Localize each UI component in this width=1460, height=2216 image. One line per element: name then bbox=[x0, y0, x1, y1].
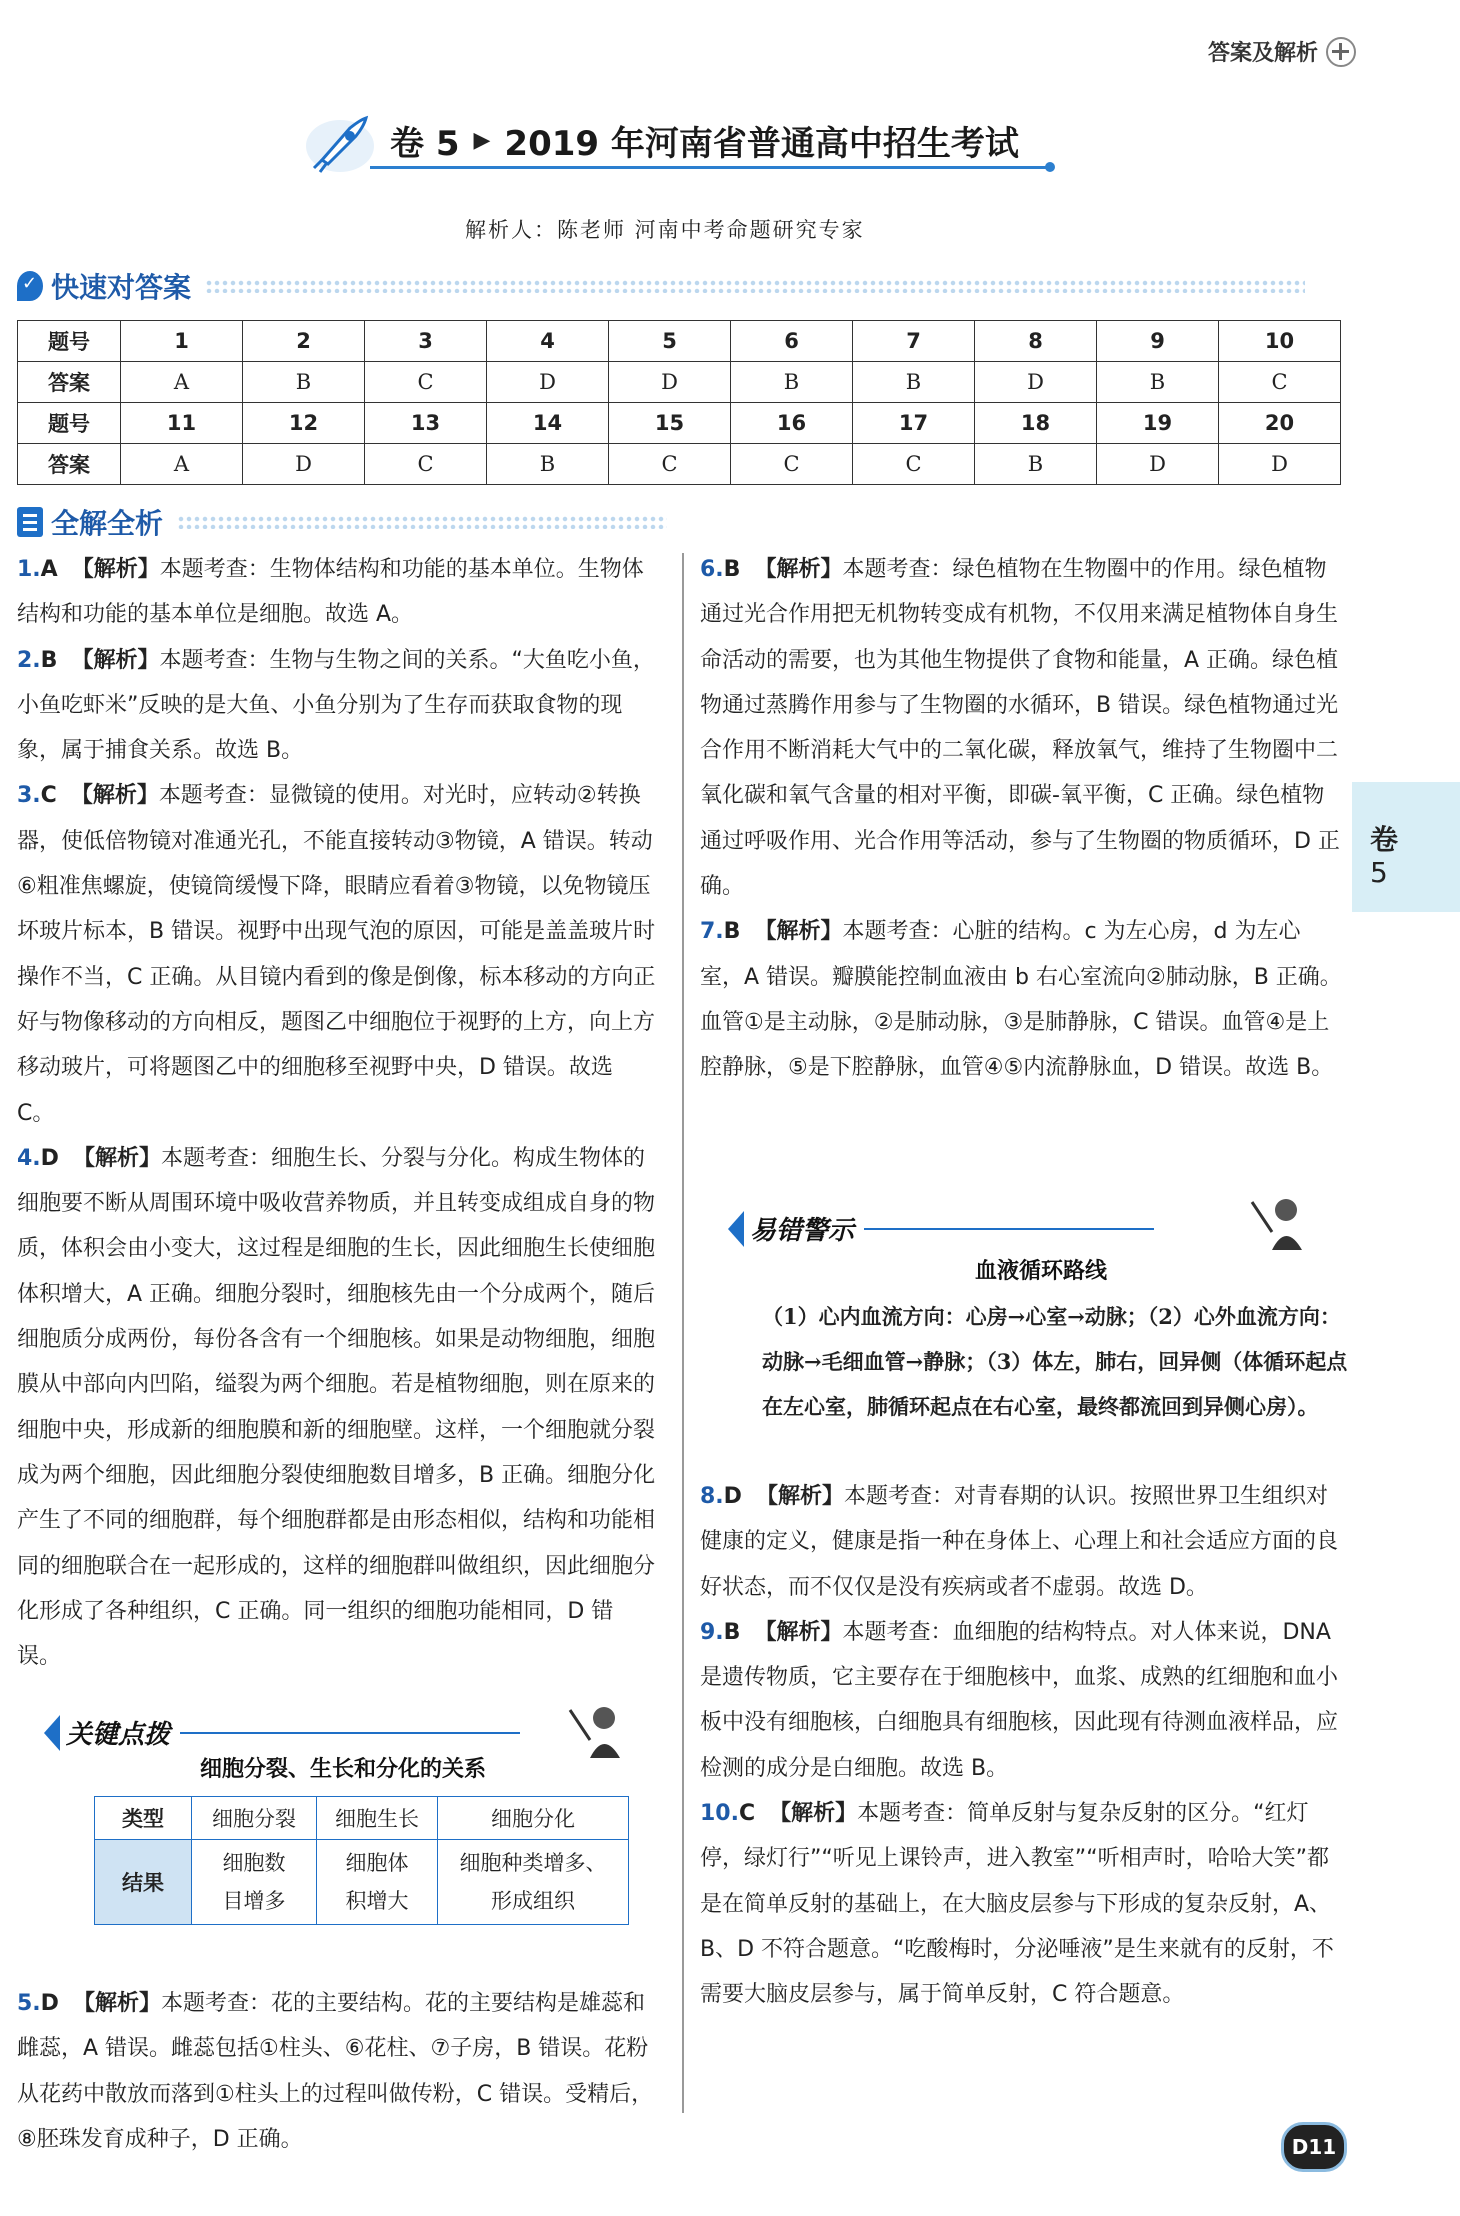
table-cell: 4 bbox=[487, 321, 609, 362]
table-cell: B bbox=[975, 444, 1097, 485]
answer-item bbox=[17, 1136, 657, 1680]
table-header: 细胞分裂 bbox=[192, 1797, 317, 1840]
side-tab-number: 5 bbox=[1370, 856, 1388, 889]
question-number: 2. bbox=[17, 647, 41, 673]
table-cell: 2 bbox=[243, 321, 365, 362]
table-cell: A bbox=[121, 362, 243, 403]
table-cell bbox=[438, 1840, 629, 1925]
section-full-analysis bbox=[17, 502, 667, 542]
table-cell: 3 bbox=[365, 321, 487, 362]
left-column-bottom bbox=[17, 1981, 657, 2162]
table-cell: 14 bbox=[487, 403, 609, 444]
callout-title: 易错警示 bbox=[750, 1216, 855, 1246]
question-number: 9. bbox=[700, 1619, 724, 1645]
cell-line: 形成组织 bbox=[491, 1889, 575, 1913]
answer-letter: A bbox=[40, 557, 58, 582]
table-cell: A bbox=[121, 444, 243, 485]
table-cell: 10 bbox=[1219, 321, 1341, 362]
answer-letter: B bbox=[40, 647, 58, 673]
analysis-text: 本题考查：简单反射与复杂反射的区分。“红灯停，绿灯行”“听见上课铃声，进入教室”“听相声时，哈哈大笑”都是在简单反射的基础上，在大脑皮层参与下形成的复杂反射，A、B、D 不符合题意。“吃酸梅时，分泌唾液”是生来就有的反射，不需要大脑皮层参与，属于简单反射，C 符合题意。 bbox=[700, 1801, 1334, 2008]
analysis-text: 本题考查：细胞生长、分裂与分化。构成生物体的细胞要不断从周围环境中吸收营养物质，并且转变成组成自身的物质，体积会由小变大，这过程是细胞的生长，因此细胞生长使细胞体积增大，A 正确。细胞分裂时，细胞核先由一个分成两个，随后细胞质分成两份，每份各含有一个细胞核。如果是动物细胞，细胞膜从中部向内凹陷，缢裂为两个细胞。若是植物细胞，则在原来的细胞中央，形成新的细胞膜和新的细胞壁。这样，一个细胞就分裂成为两个细胞，因此细胞分裂使细胞数目增多，B 正确。细胞分化产生了不同的细胞群，每个细胞群都是由形态相似，结构和功能相同的细胞联合在一起形成的，这样的细胞群叫做组织，因此细胞分化形成了各种组织，C 正确。同一组织的细胞功能相同，D 错误。 bbox=[17, 1145, 656, 1670]
column-divider bbox=[682, 553, 684, 2113]
analyst-line: 解析人：陈老师 河南中考命题研究专家 bbox=[465, 218, 865, 242]
answer-item bbox=[17, 773, 657, 1135]
answer-letter: D bbox=[40, 1991, 59, 2016]
callout-key-points bbox=[44, 1714, 520, 1751]
row-header: 题号 bbox=[18, 321, 121, 362]
table-cell: 6 bbox=[731, 321, 853, 362]
table-cell: 18 bbox=[975, 403, 1097, 444]
table-row bbox=[95, 1797, 629, 1840]
table-cell: B bbox=[853, 362, 975, 403]
answer-item bbox=[700, 1610, 1342, 1791]
table-cell: 16 bbox=[731, 403, 853, 444]
analysis-text: 本题考查：对青春期的认识。按照世界卫生组织对健康的定义，健康是指一种在身体上、心理上和社会适应方面的良好状态，而不仅仅是没有疾病或者不虚弱。故选 D。 bbox=[700, 1484, 1339, 1600]
side-tab-label: 卷 bbox=[1370, 823, 1399, 856]
teacher-figure-icon bbox=[1250, 1192, 1306, 1254]
exam-name: 2019 年河南省普通高中招生考试 bbox=[504, 124, 1019, 164]
table-cell: 17 bbox=[853, 403, 975, 444]
answer-item bbox=[700, 547, 1342, 909]
table-cell: D bbox=[609, 362, 731, 403]
section-title: 快速对答案 bbox=[51, 271, 192, 304]
answer-item bbox=[700, 909, 1342, 1090]
callout-title: 关键点拨 bbox=[66, 1720, 171, 1750]
table-cell: 11 bbox=[121, 403, 243, 444]
table-cell: C bbox=[853, 444, 975, 485]
table-cell: D bbox=[975, 362, 1097, 403]
callout-arrow-icon bbox=[44, 1715, 60, 1751]
question-number: 10. bbox=[700, 1801, 739, 1827]
table-cell: D bbox=[1097, 444, 1219, 485]
plus-circle-icon bbox=[1326, 37, 1356, 67]
header-label bbox=[1208, 36, 1356, 67]
right-column bbox=[700, 547, 1342, 1091]
table-cell: 19 bbox=[1097, 403, 1219, 444]
analysis-tag: 【解析】 bbox=[72, 1991, 161, 2016]
book-icon bbox=[17, 507, 43, 537]
answer-item bbox=[700, 1474, 1342, 1610]
table-cell bbox=[192, 1840, 317, 1925]
answer-item bbox=[17, 1981, 657, 2162]
table-cell: D bbox=[243, 444, 365, 485]
header-text: 答案及解析 bbox=[1207, 41, 1318, 66]
callout-rule bbox=[864, 1228, 1154, 1230]
analysis-tag: 【解析】 bbox=[70, 783, 159, 809]
analysis-tag: 【解析】 bbox=[71, 647, 160, 673]
table-cell: 9 bbox=[1097, 321, 1219, 362]
table-cell: 5 bbox=[609, 321, 731, 362]
section-title: 全解全析 bbox=[51, 507, 164, 540]
answer-letter: C bbox=[40, 783, 57, 809]
table-row bbox=[95, 1840, 629, 1925]
answer-item bbox=[17, 547, 657, 638]
dotted-rule bbox=[177, 515, 667, 529]
table-cell: D bbox=[1219, 444, 1341, 485]
answer-letter: D bbox=[723, 1484, 742, 1509]
analysis-tag: 【解析】 bbox=[754, 1619, 843, 1645]
table-cell: C bbox=[731, 444, 853, 485]
analysis-tag: 【解析】 bbox=[755, 1484, 844, 1509]
callout-subtitle: 细胞分裂、生长和分化的关系 bbox=[200, 1757, 487, 1782]
table-cell: 1 bbox=[121, 321, 243, 362]
analysis-text: 本题考查：花的主要结构。花的主要结构是雄蕊和雌蕊，A 错误。雌蕊包括①柱头、⑥花柱、⑦子房，B 错误。花粉从花药中散放而落到①柱头上的过程叫做传粉，C 错误。受精后，⑧胚珠发育成种子，D 正确。 bbox=[17, 1991, 654, 2152]
table-cell: B bbox=[487, 444, 609, 485]
title-underline-dot bbox=[1045, 162, 1055, 172]
analysis-text: 本题考查：生物与生物之间的关系。“大鱼吃小鱼，小鱼吃虾米”反映的是大鱼、小鱼分别为了生存而获取食物的现象，属于捕食关系。故选 B。 bbox=[17, 647, 655, 764]
key-point-table bbox=[94, 1796, 629, 1925]
page-number: D11 bbox=[1281, 2122, 1347, 2172]
answer-item bbox=[17, 638, 657, 774]
table-cell: 12 bbox=[243, 403, 365, 444]
analysis-tag: 【解析】 bbox=[72, 1145, 161, 1171]
answer-table bbox=[17, 320, 1341, 485]
callout-text: （1）心内血流方向：心房→心室→动脉；（2）心外血流方向：动脉→毛细血管→静脉；（3）体左，肺右，回异侧（体循环起点在左心室，肺循环起点在右心室，最终都流回到异侧心房）。 bbox=[762, 1304, 1348, 1419]
table-cell: B bbox=[1097, 362, 1219, 403]
analysis-tag: 【解析】 bbox=[754, 557, 843, 582]
table-header: 细胞生长 bbox=[317, 1797, 438, 1840]
question-number: 8. bbox=[700, 1484, 724, 1509]
table-cell: C bbox=[365, 362, 487, 403]
side-tab bbox=[1352, 782, 1460, 912]
row-header: 答案 bbox=[18, 362, 121, 403]
analysis-text: 本题考查：血细胞的结构特点。对人体来说，DNA 是遗传物质，它主要存在于细胞核中，血浆、成熟的红细胞和血小板中没有细胞核，白细胞具有细胞核，因此现有待测血液样品，应检测的成分是白细胞。故选 B。 bbox=[700, 1619, 1339, 1781]
answer-letter: B bbox=[723, 557, 741, 582]
paper-number: 卷 5 bbox=[390, 124, 460, 164]
row-header: 题号 bbox=[18, 403, 121, 444]
table-cell: 8 bbox=[975, 321, 1097, 362]
question-number: 4. bbox=[17, 1145, 41, 1171]
question-number: 6. bbox=[700, 557, 724, 582]
analysis-text: 本题考查：显微镜的使用。对光时，应转动②转换器，使低倍物镜对准通光孔，不能直接转动③物镜，A 错误。转动⑥粗准焦螺旋，使镜筒缓慢下降，眼睛应看着③物镜，以免物镜压坏玻片标本，B 错误。视野中出现气泡的原因，可能是盖盖玻片时操作不当，C 正确。从目镜内看到的像是倒像，标本移动的方向正好与物像移动的方向相反，题图乙中细胞位于视野的上方，向上方移动玻片，可将题图乙中的细胞移至视野中央，D 错误。故选 C。 bbox=[17, 783, 656, 1126]
section-quick-answers bbox=[17, 266, 1305, 306]
table-header: 结果 bbox=[95, 1840, 192, 1925]
analysis-text: 本题考查：生物体结构和功能的基本单位。生物体结构和功能的基本单位是细胞。故选 A。 bbox=[17, 557, 644, 628]
table-row bbox=[18, 321, 1341, 362]
answer-letter: D bbox=[40, 1145, 59, 1171]
table-cell bbox=[317, 1840, 438, 1925]
callout-error-warning bbox=[728, 1210, 1154, 1247]
cell-line: 细胞数 bbox=[222, 1851, 286, 1875]
cell-line: 细胞种类增多、 bbox=[459, 1851, 607, 1875]
title-underline bbox=[370, 166, 1050, 169]
cell-line: 细胞体 bbox=[345, 1851, 409, 1875]
teacher-figure-icon bbox=[568, 1700, 624, 1762]
callout-subtitle: 血液循环路线 bbox=[974, 1259, 1107, 1284]
answer-item bbox=[700, 1791, 1342, 2017]
error-warning-body bbox=[730, 1259, 1352, 1429]
answer-letter: B bbox=[723, 1619, 741, 1645]
callout-arrow-icon bbox=[728, 1211, 744, 1247]
analysis-tag: 【解析】 bbox=[769, 1801, 858, 1827]
row-header: 答案 bbox=[18, 444, 121, 485]
analysis-tag: 【解析】 bbox=[754, 919, 843, 945]
table-cell: B bbox=[731, 362, 853, 403]
left-column bbox=[17, 547, 657, 1679]
table-cell: 7 bbox=[853, 321, 975, 362]
triangle-icon: ▶ bbox=[473, 128, 491, 153]
cell-line: 积增大 bbox=[345, 1889, 409, 1913]
table-cell: D bbox=[487, 362, 609, 403]
answer-letter: B bbox=[723, 919, 741, 945]
table-header: 类型 bbox=[95, 1797, 192, 1840]
table-cell: 13 bbox=[365, 403, 487, 444]
cell-line: 目增多 bbox=[222, 1889, 286, 1913]
dotted-rule bbox=[205, 279, 1305, 293]
analysis-text: 本题考查：心脏的结构。c 为左心房，d 为左心室，A 错误。瓣膜能控制血液由 b 右心室流向②肺动脉，B 正确。血管①是主动脉，②是肺动脉，③是肺静脉，C 错误。血管④是上腔静脉，⑤是下腔静脉，血管④⑤内流静脉血，D 错误。故选 B。 bbox=[700, 919, 1342, 1081]
table-cell: B bbox=[243, 362, 365, 403]
question-number: 1. bbox=[17, 557, 41, 582]
table-cell: C bbox=[1219, 362, 1341, 403]
table-cell: C bbox=[365, 444, 487, 485]
check-badge-icon bbox=[17, 271, 43, 301]
callout-rule bbox=[180, 1732, 520, 1734]
table-row bbox=[18, 362, 1341, 403]
table-cell: 15 bbox=[609, 403, 731, 444]
right-column-bottom bbox=[700, 1474, 1342, 2018]
table-cell: 20 bbox=[1219, 403, 1341, 444]
paper-title bbox=[300, 116, 1019, 165]
table-row bbox=[18, 444, 1341, 485]
analysis-tag: 【解析】 bbox=[71, 557, 160, 582]
table-cell: C bbox=[609, 444, 731, 485]
answer-letter: C bbox=[738, 1801, 756, 1827]
table-header: 细胞分化 bbox=[438, 1797, 629, 1840]
question-number: 7. bbox=[700, 919, 724, 945]
analysis-text: 本题考查：绿色植物在生物圈中的作用。绿色植物通过光合作用把无机物转变成有机物，不仅用来满足植物体自身生命活动的需要，也为其他生物提供了食物和能量，A 正确。绿色植物通过蒸腾作用参与了生物圈的水循环，B 错误。绿色植物通过光合作用不断消耗大气中的二氧化碳，释放氧气，维持了生物圈中二氧化碳和氧气含量的相对平衡，即碳-氧平衡，C 正确。绿色植物通过呼吸作用、光合作用等活动，参与了生物圈的物质循环，D 正确。 bbox=[700, 557, 1340, 900]
question-number: 5. bbox=[17, 1991, 41, 2016]
table-row bbox=[18, 403, 1341, 444]
question-number: 3. bbox=[17, 783, 41, 809]
